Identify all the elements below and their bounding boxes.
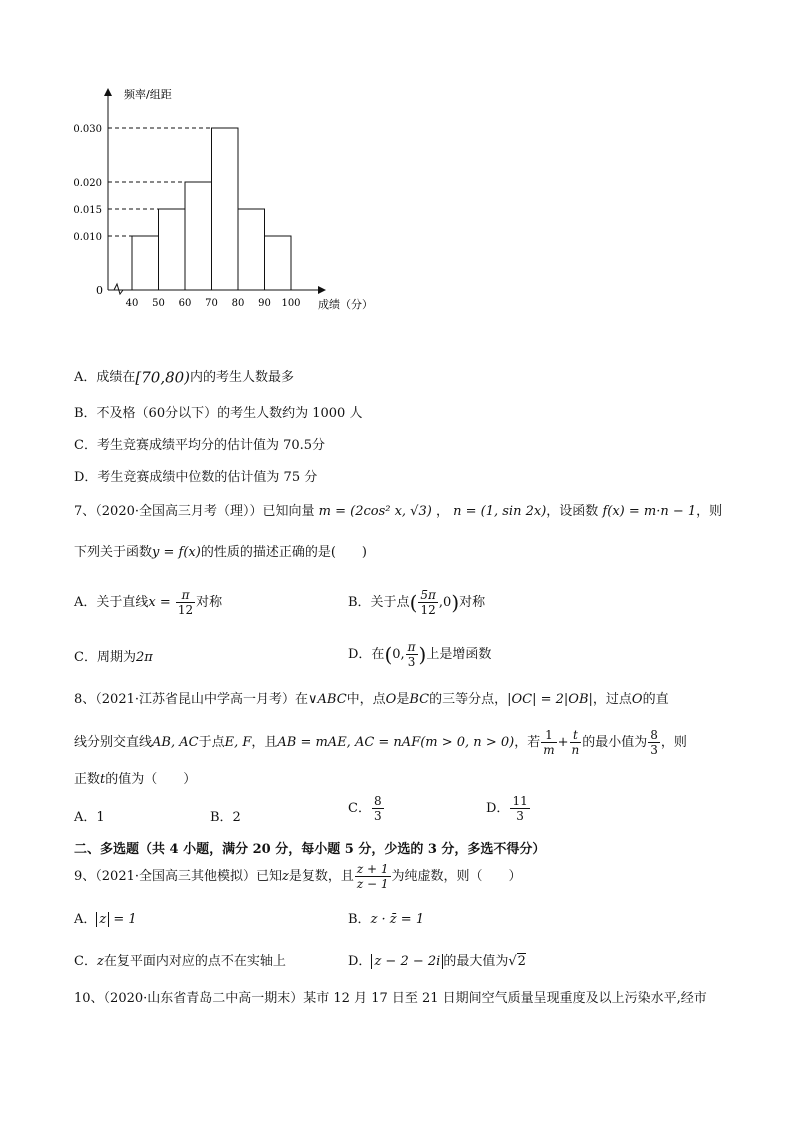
x-tick-label: 60 [178, 298, 192, 309]
histogram-bar-50-60 [159, 209, 186, 290]
q7-stem-line1: 7、（2020·全国高三月考（理））已知向量 m = (2cos² x, √3) ， n = (1, sin 2x)，设函数 f(x) = m·n − 1，则 [74, 504, 723, 519]
q7-option-c: C．周期为2π [74, 650, 153, 665]
q7-option-b: B．关于点( $\frac{5\pi}{12}$ ,0)对称 [348, 588, 486, 617]
y-tick-label: 0.020 [73, 178, 102, 189]
function-f: f(x) = m·n − 1 [602, 504, 697, 519]
q7-option-d: D．在(0, $\frac{\pi}{3}$ )上是增函数 [348, 640, 492, 669]
q8-stem-line1: 8、（2021·江苏省昆山中学高一月考）在∨ABC中，点O是BC的三等分点，|OC| = 2|OB|，过点O的直 [74, 692, 669, 707]
q9-stem: 9、（2021·全国高三其他模拟）已知z是复数，且 $\frac{z + 1}{z - 1}$ 为纯虚数，则（ ） [74, 862, 522, 891]
q6-option-c: C．考生竞赛成绩平均分的估计值为 70.5分 [74, 438, 326, 453]
q7-stem-line2: 下列关于函数y = f(x)的性质的描述正确的是( ) [74, 545, 367, 560]
q6-option-d: D．考生竞赛成绩中位数的估计值为 75 分 [74, 470, 318, 485]
q9-option-b: B．z · z̄ = 1 [348, 912, 425, 927]
q8-option-c: C． $\frac{8}{3}$ [348, 794, 382, 823]
q9-option-a: A． z = 1 [74, 912, 137, 927]
q6-option-b: B．不及格（60分以下）的考生人数约为 1000 人 [74, 406, 363, 421]
q8-option-a: A．1 [74, 810, 105, 825]
x-tick-label: 70 [205, 298, 218, 309]
q6-option-a: A．成绩在[70,80)内的考生人数最多 [74, 368, 295, 387]
q7-option-a: A．关于直线x = $\frac{\pi}{12}$ 对称 [74, 588, 223, 617]
histogram-bar-80-90 [238, 209, 265, 290]
histogram-bar-90-100 [265, 236, 292, 290]
q8-stem-line2: 线分别交直线AB, AC于点E, F，且AB = mAE, AC = nAF(m > 0, n > 0)，若 $\frac{1}{m}$ + $\frac{t}{n}$ 的最小值为 $\frac{8}{3}$ ，则 [74, 728, 687, 757]
q8-option-d: D． $\frac{11}{3}$ [486, 794, 528, 823]
vector-n: n = (1, sin 2x) [453, 504, 547, 519]
q9-option-d: D． z − 2 − 2i 的最大值为√2 [348, 954, 526, 969]
q8-option-b: B．2 [210, 810, 241, 825]
x-axis-label: 成绩（分） [318, 298, 373, 311]
frequency-histogram [60, 80, 380, 320]
q10-stem: 10、（2020·山东省青岛二中高一期末）某市 12 月 17 日至 21 日期间空气质量呈现重度及以上污染水平,经市 [74, 991, 707, 1006]
q8-stem-line3: 正数t的值为（ ） [74, 772, 197, 787]
y-tick-label: 0.010 [73, 232, 102, 243]
histogram-bar-70-80 [212, 128, 239, 290]
histogram-bar-60-70 [185, 182, 212, 290]
q9-option-c: C．z在复平面内对应的点不在实轴上 [74, 954, 286, 969]
x-tick-label: 40 [125, 298, 139, 309]
y-tick-label: 0.030 [73, 124, 102, 135]
x-tick-label: 100 [281, 298, 301, 309]
histogram-bar-40-50 [132, 236, 159, 290]
vector-m: m = (2cos² x, √3) [318, 504, 432, 519]
y-axis-label: 频率/组距 [124, 88, 172, 101]
section-multiple-choice-heading: 二、多选题（共 4 小题，满分 20 分，每小题 5 分，少选的 3 分，多选不得分） [74, 842, 546, 857]
y-tick-label: 0.015 [73, 205, 102, 216]
axis-break [114, 284, 123, 294]
origin-label: 0 [96, 284, 103, 297]
x-tick-label: 80 [231, 298, 245, 309]
x-tick-label: 50 [152, 298, 165, 309]
x-tick-label: 90 [258, 298, 271, 309]
